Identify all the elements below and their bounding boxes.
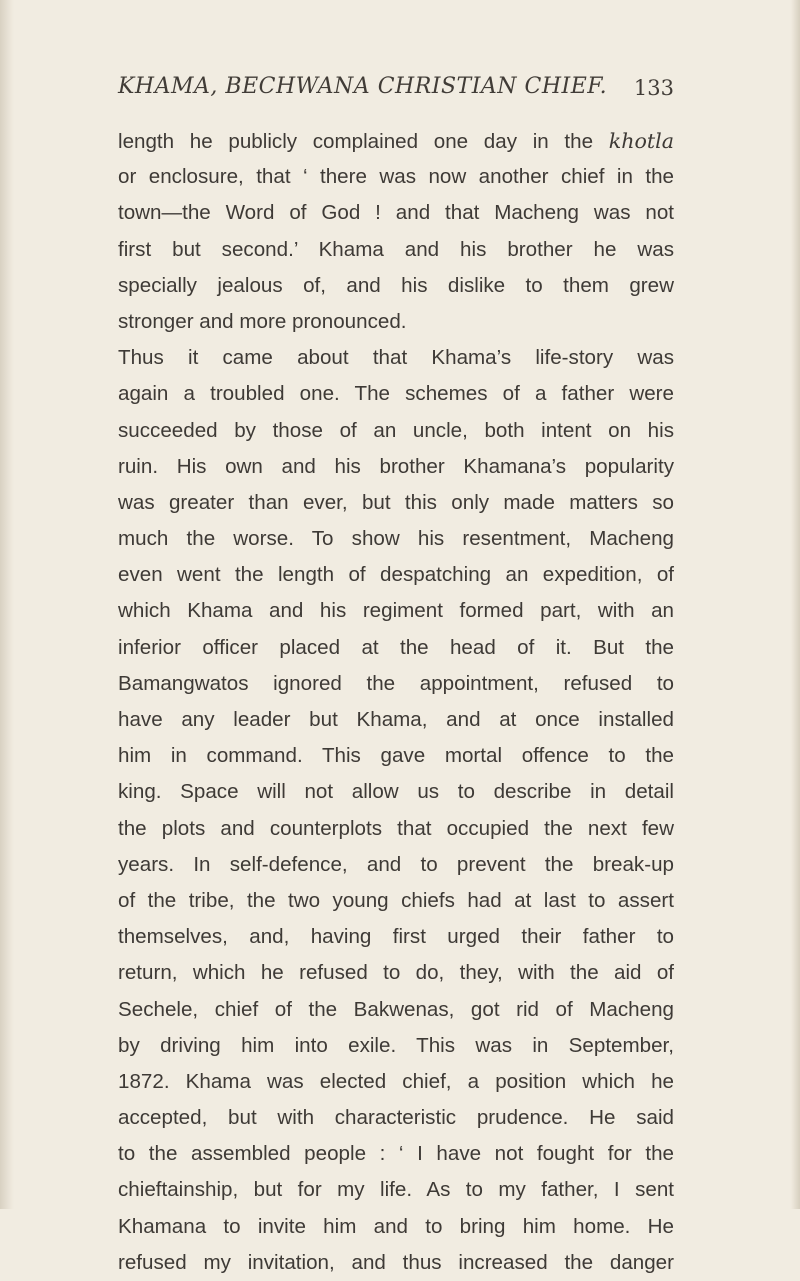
text-line: to the assembled people : ‘ I have not fought for the: [118, 1142, 674, 1166]
text-line: years. In self-defence, and to prevent the break-up: [118, 852, 674, 876]
text-line: him in command. This gave mortal offence to the: [118, 744, 674, 768]
text-line: even went the length of despatching an expedition, of: [118, 563, 674, 587]
text-line: Khamana to invite him and to bring him home. He: [118, 1214, 674, 1238]
text-line: 1872. Khama was elected chief, a position which he: [118, 1069, 674, 1093]
text-line: specially jealous of, and his dislike to them grew: [118, 273, 674, 297]
text-line: or enclosure, that ‘ there was now another chief in the: [118, 165, 674, 189]
text-line: have any leader but Khama, and at once installed: [118, 708, 674, 731]
text-line: by driving him into exile. This was in September,: [118, 1033, 674, 1057]
text-line: chieftainship, but for my life. As to my father, I sent: [118, 1178, 674, 1202]
paragraph-start-line: Thus it came about that Khama’s life-story was: [118, 346, 674, 370]
text-segment: length he publicly complained one day in the: [118, 130, 609, 153]
italic-term: khotla: [608, 129, 674, 153]
running-title: KHAMA, BECHWANA CHRISTIAN CHIEF.: [118, 74, 608, 99]
text-line: themselves, and, having first urged their father to: [118, 925, 674, 949]
text-line: of the tribe, the two young chiefs had at last to assert: [118, 888, 674, 912]
text-line: again a troubled one. The schemes of a father were: [118, 382, 674, 406]
page-number: 133: [633, 76, 674, 100]
text-line: king. Space will not allow us to describe in detail: [118, 780, 674, 804]
page-gutter-left: [0, 0, 14, 1209]
text-line: which Khama and his regiment formed part, with an: [118, 599, 674, 623]
text-line: inferior officer placed at the head of it. But the: [118, 635, 674, 659]
page-gutter-right: [790, 0, 800, 1209]
text-line: ruin. His own and his brother Khamana’s popularity: [118, 454, 674, 478]
page-header: [118, 74, 674, 114]
text-line: [118, 123, 674, 159]
text-line: Sechele, chief of the Bakwenas, got rid of Macheng: [118, 997, 674, 1021]
text-line: first but second.’ Khama and his brother he was: [118, 237, 674, 261]
text-line: much the worse. To show his resentment, Macheng: [118, 527, 674, 551]
text-line: return, which he refused to do, they, with the aid of: [118, 961, 674, 985]
text-line: refused my invitation, and thus increased the danger: [118, 1250, 674, 1274]
text-line: succeeded by those of an uncle, both intent on his: [118, 418, 674, 442]
text-line: Bamangwatos ignored the appointment, refused to: [118, 671, 674, 695]
body-text: [118, 123, 674, 1281]
text-line: was greater than ever, but this only made matters so: [118, 490, 674, 514]
paragraph-end-line: stronger and more pronounced.: [118, 309, 407, 333]
text-line: town—the Word of God ! and that Macheng was not: [118, 201, 674, 225]
text-line: accepted, but with characteristic prudence. He said: [118, 1106, 674, 1130]
text-line: the plots and counterplots that occupied the next few: [118, 816, 674, 840]
